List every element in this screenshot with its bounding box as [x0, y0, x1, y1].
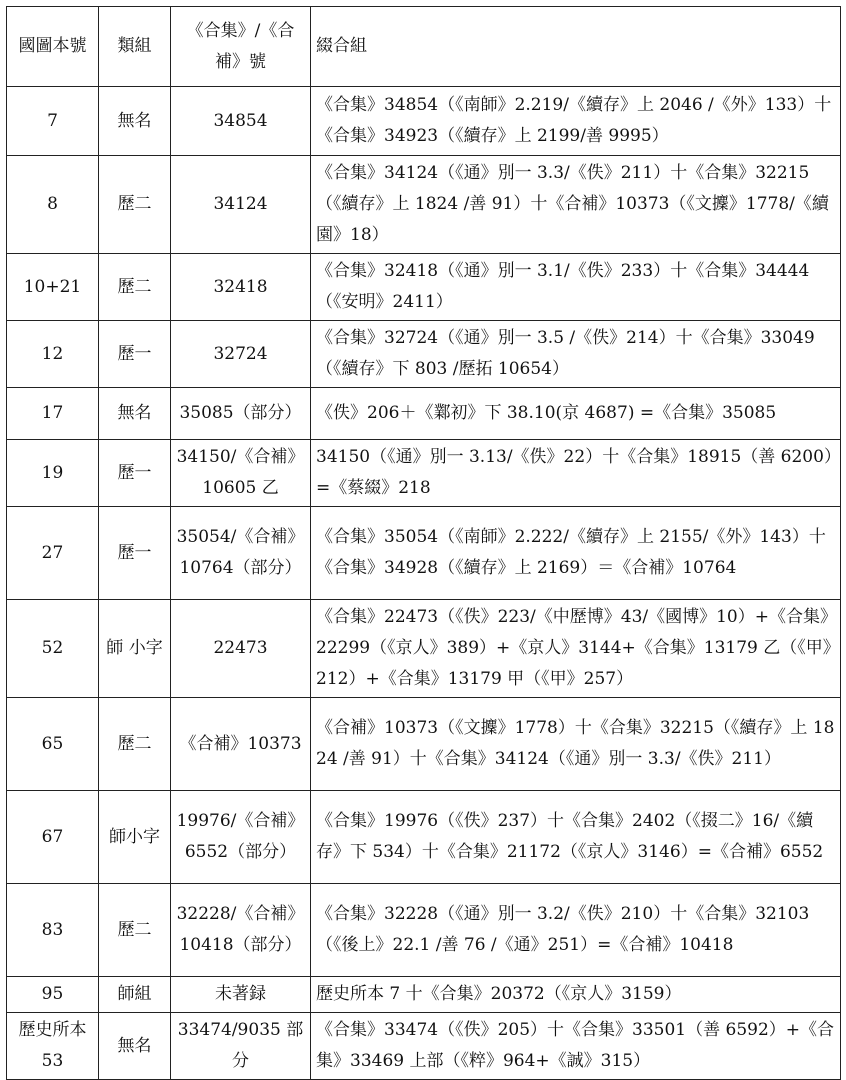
cell-combination: 《合集》32228（《通》別一 3.2/《佚》210）十《合集》32103（《後上》22.1 /善 76 /《通》251）=《合補》10418 [311, 884, 841, 977]
header-group: 類組 [99, 7, 171, 87]
table-row [7, 884, 841, 977]
header-row [7, 7, 841, 87]
combination-table [6, 6, 841, 1080]
cell-combination: 《佚》206＋《鄴初》下 38.10(京 4687) =《合集》35085 [311, 388, 841, 440]
cell-heji-number: 32418 [171, 254, 311, 321]
cell-library-number: 27 [7, 507, 99, 600]
cell-combination: 《合集》34854（《南師》2.219/《續存》上 2046 /《外》133）十《合集》34923（《續存》上 2199/善 9995） [311, 87, 841, 156]
table-row [7, 698, 841, 791]
cell-library-number: 65 [7, 698, 99, 791]
table-row [7, 156, 841, 254]
cell-heji-number: 未著録 [171, 977, 311, 1013]
cell-library-number: 10+21 [7, 254, 99, 321]
cell-group: 師 小字 [99, 600, 171, 698]
table-row [7, 600, 841, 698]
cell-heji-number: 19976/《合補》6552（部分） [171, 791, 311, 884]
cell-group: 歷一 [99, 507, 171, 600]
cell-group: 無名 [99, 1013, 171, 1080]
cell-heji-number: 33474/9035 部分 [171, 1013, 311, 1080]
cell-combination: 《合補》10373（《文攈》1778）十《合集》32215（《續存》上 1824 /善 91）十《合集》34124（《通》別一 3.3/《佚》211） [311, 698, 841, 791]
table-row [7, 977, 841, 1013]
cell-heji-number: 22473 [171, 600, 311, 698]
cell-group: 歷一 [99, 321, 171, 388]
header-heji-number: 《合集》/《合補》號 [171, 7, 311, 87]
cell-heji-number: 34150/《合補》10605 乙 [171, 440, 311, 507]
header-combination: 綴合組 [311, 7, 841, 87]
cell-heji-number: 35085（部分） [171, 388, 311, 440]
cell-library-number: 8 [7, 156, 99, 254]
cell-group: 歷二 [99, 156, 171, 254]
cell-heji-number: 34124 [171, 156, 311, 254]
cell-combination: 《合集》35054（《南師》2.222/《續存》上 2155/《外》143）十《合集》34928（《續存》上 2169）＝《合補》10764 [311, 507, 841, 600]
cell-group: 歷一 [99, 440, 171, 507]
cell-group: 歷二 [99, 884, 171, 977]
cell-combination: 《合集》34124（《通》別一 3.3/《佚》211）十《合集》32215（《續存》上 1824 /善 91）十《合補》10373（《文攈》1778/《續園》18） [311, 156, 841, 254]
cell-combination: 《合集》33474（《佚》205）十《合集》33501（善 6592）+《合集》33469 上部（《粹》964+《誠》315） [311, 1013, 841, 1080]
cell-group: 歷二 [99, 698, 171, 791]
cell-library-number: 83 [7, 884, 99, 977]
cell-group: 師小字 [99, 791, 171, 884]
table-row [7, 1013, 841, 1080]
cell-group: 無名 [99, 388, 171, 440]
cell-heji-number: 34854 [171, 87, 311, 156]
cell-group: 無名 [99, 87, 171, 156]
cell-group: 歷二 [99, 254, 171, 321]
cell-combination: 《合集》22473（《佚》223/《中歷博》43/《國博》10）+《合集》22299（《京人》389）+《京人》3144+《合集》13179 乙（《甲》212）+《合集》13179 甲（《甲》257） [311, 600, 841, 698]
cell-combination: 《合集》32418（《通》別一 3.1/《佚》233）十《合集》34444（《安明》2411） [311, 254, 841, 321]
cell-library-number: 7 [7, 87, 99, 156]
cell-library-number: 歷史所本 53 [7, 1013, 99, 1080]
table-row [7, 321, 841, 388]
cell-library-number: 67 [7, 791, 99, 884]
cell-combination: 歷史所本 7 十《合集》20372（《京人》3159） [311, 977, 841, 1013]
header-library-number: 國圖本號 [7, 7, 99, 87]
cell-heji-number: 32228/《合補》10418（部分） [171, 884, 311, 977]
cell-heji-number: 32724 [171, 321, 311, 388]
table-row [7, 791, 841, 884]
table-row [7, 507, 841, 600]
cell-library-number: 17 [7, 388, 99, 440]
cell-library-number: 95 [7, 977, 99, 1013]
cell-group: 師組 [99, 977, 171, 1013]
cell-heji-number: 《合補》10373 [171, 698, 311, 791]
cell-heji-number: 35054/《合補》10764（部分） [171, 507, 311, 600]
cell-library-number: 52 [7, 600, 99, 698]
cell-library-number: 12 [7, 321, 99, 388]
cell-combination: 《合集》19976（《佚》237）十《合集》2402（《掇二》16/《續存》下 534）十《合集》21172（《京人》3146）=《合補》6552 [311, 791, 841, 884]
table-row [7, 87, 841, 156]
cell-combination: 《合集》32724（《通》別一 3.5 /《佚》214）十《合集》33049（《續存》下 803 /歷拓 10654） [311, 321, 841, 388]
table-row [7, 440, 841, 507]
cell-combination: 34150（《通》別一 3.13/《佚》22）十《合集》18915（善 6200）=《蔡綴》218 [311, 440, 841, 507]
cell-library-number: 19 [7, 440, 99, 507]
table-row [7, 254, 841, 321]
table-row [7, 388, 841, 440]
